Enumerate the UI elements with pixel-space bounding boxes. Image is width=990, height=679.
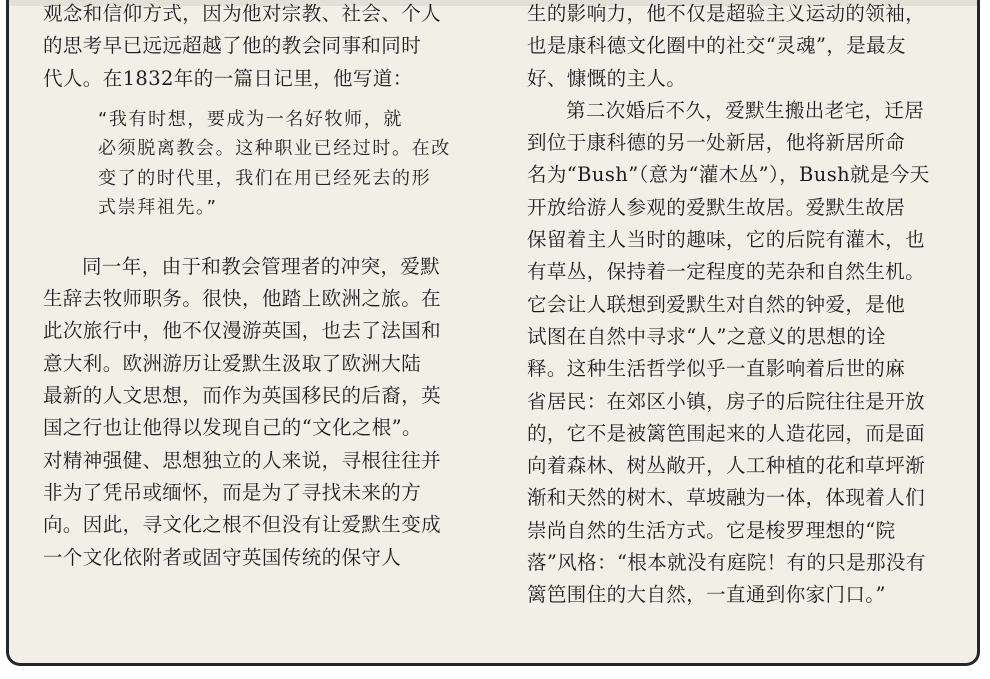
left-column [43, 0, 487, 574]
text-line: 观念和信仰方式，因为他对宗教、社会、个人 [43, 2, 442, 25]
text-line: 非为了凭吊或缅怀，而是为了寻找未来的方 [43, 480, 422, 504]
text-line: 此次旅行中，他不仅漫游英国，也去了法国和 [43, 319, 442, 343]
text-line: 同一年，由于和教会管理者的冲突，爱默 [82, 254, 441, 278]
text-line: 落”风格：“根本就没有庭院！有的只是那没有 [527, 551, 926, 575]
text-line: 好、慷慨的主人。 [527, 66, 687, 90]
diary-quote [43, 105, 487, 223]
text-line: 代人。在1832年的一篇日记里，他写道： [43, 66, 413, 90]
text-line: 生辞去牧师职务。很快，他踏上欧洲之旅。在 [43, 287, 442, 311]
text-line: 向。因此，寻文化之根不但没有让爱默生变成 [43, 513, 442, 537]
text-line: 生的影响力，他不仅是超验主义运动的领袖， [527, 2, 926, 25]
text-line: 对精神强健、思想独立的人来说，寻根往往并 [43, 448, 442, 472]
right-column [527, 0, 973, 612]
text-line: 一个文化依附者或固守英国传统的保守人 [43, 545, 402, 569]
right-paragraph-1 [527, 0, 973, 95]
text-line: 向着森林、树丛敞开，人工种植的花和草坪渐 [527, 454, 926, 478]
text-line: 国之行也让他得以发现自己的“文化之根”。 [43, 416, 422, 440]
text-line: 的，它不是被篱笆围起来的人造花园，而是面 [527, 421, 926, 445]
text-line: 也是康科德文化圈中的社交“灵魂”，是最友 [527, 34, 906, 58]
text-line: 省居民：在郊区小镇，房子的后院往往是开放 [527, 389, 926, 413]
left-paragraph-1 [43, 0, 487, 95]
text-line: 崇尚自然的生活方式。它是梭罗理想的“院 [527, 518, 896, 542]
text-line: 篱笆围住的大自然，一直通到你家门口。” [527, 583, 886, 607]
text-line: 意大利。欧洲游历让爱默生汲取了欧洲大陆 [43, 351, 422, 375]
text-line: 最新的人文思想，而作为英国移民的后裔，英 [43, 384, 442, 408]
right-paragraph-2 [527, 95, 973, 612]
text-line: 名为“Bush”（意为“灌木丛”），Bush就是今天 [527, 163, 930, 187]
text-line: 开放给游人参观的爱默生故居。爱默生故居 [527, 195, 906, 219]
text-line: 有草丛，保持着一定程度的芜杂和自然生机。 [527, 260, 926, 284]
left-paragraph-2 [43, 251, 487, 574]
text-line: 的思考早已远远超越了他的教会同事和同时 [43, 34, 422, 58]
quote-line: 变了的时代里，我们在用已经死去的形 [98, 167, 432, 189]
quote-line: 必须脱离教会。这种职业已经过时。在改 [98, 138, 451, 160]
page-frame [6, 0, 980, 666]
text-line: 第二次婚后不久，爱默生搬出老宅，迁居 [566, 98, 925, 122]
quote-line: “我有时想，要成为一名好牧师，就 [98, 108, 403, 130]
text-line: 到位于康科德的另一处新居，他将新居所命 [527, 131, 906, 155]
text-line: 渐和天然的树木、草坡融为一体，体现着人们 [527, 486, 926, 510]
text-line: 试图在自然中寻求“人”之意义的思想的诠 [527, 324, 887, 348]
quote-line: 式崇拜祖先。” [98, 197, 218, 219]
text-line: 保留着主人当时的趣味，它的后院有灌木，也 [527, 228, 926, 252]
text-line: 它会让人联想到爱默生对自然的钟爱，是他 [527, 292, 906, 316]
text-line: 释。这种生活哲学似乎一直影响着后世的麻 [527, 357, 906, 381]
